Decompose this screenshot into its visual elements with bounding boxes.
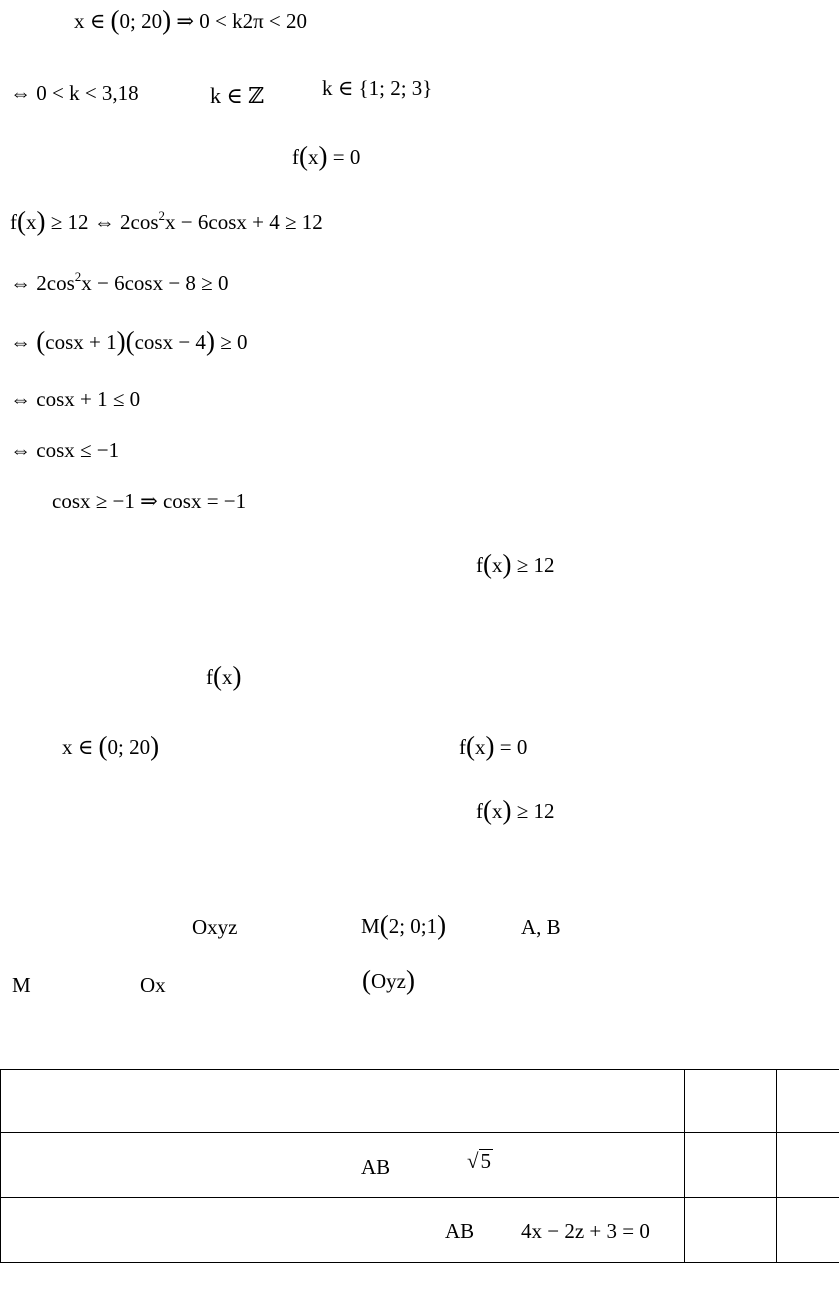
line-f-equals-zero-b: f(x) = 0: [459, 731, 528, 761]
table-row: [1, 1070, 839, 1133]
line-f-equals-zero: f(x) = 0: [292, 141, 361, 171]
line-cos-le-minus-one: ⇔ cosx ≤ −1: [10, 438, 120, 462]
point-m-coordinates: M(2; 0;1): [361, 910, 447, 940]
line-x-interval: x ∈ (0; 20): [62, 731, 160, 761]
true-false-table: [0, 1069, 839, 1263]
statement-cell: [1, 1198, 685, 1263]
segment-ab-label: AB: [445, 1219, 475, 1243]
line-factored-inequality: ⇔ (cosx + 1)(cosx − 4) ≥ 0: [10, 326, 248, 356]
false-cell[interactable]: [777, 1133, 839, 1198]
line-f-of-x: f(x): [206, 661, 242, 691]
table-row: [1, 1133, 839, 1198]
line-cos-plus-one: ⇔ cosx + 1 ≤ 0: [10, 387, 141, 411]
line-k-bound: ⇔ 0 < k < 3,18: [10, 81, 139, 105]
point-m-label: M: [12, 973, 31, 997]
line-f-ge-12-b: f(x) ≥ 12: [476, 795, 555, 825]
statement-cell: [1, 1070, 685, 1133]
plane-equation: 4x − 2z + 3 = 0: [521, 1219, 650, 1243]
table-row: [1, 1198, 839, 1263]
line-f-ge-12-a: f(x) ≥ 12: [476, 549, 555, 579]
line-f-inequality: f(x) ≥ 12 ⇔ $2\cos^2x - 6\cos x + 4 \ge 12$: [10, 206, 323, 236]
statement-cell: [1, 1133, 685, 1198]
line-cos-equals-minus-one: cosx ≥ −1 ⇒ cosx = −1: [52, 489, 247, 513]
line-k-integer: k ∈ ℤ: [210, 83, 265, 108]
false-cell[interactable]: [777, 1070, 839, 1133]
segment-ab-label: AB: [361, 1155, 391, 1179]
true-cell[interactable]: [685, 1198, 777, 1263]
coordinate-system-label: Oxyz: [192, 915, 238, 939]
true-cell[interactable]: [685, 1070, 777, 1133]
line-k-set: k ∈ {1; 2; 3}: [322, 76, 433, 100]
points-a-b-label: A, B: [521, 915, 561, 939]
axis-ox-label: Ox: [140, 973, 166, 997]
plane-oyz-label: (Oyz): [362, 965, 415, 995]
line-x-interval-implication: x ∈ (0; 20) ⇒ 0 < k2π < 20: [74, 5, 308, 35]
line-quadratic-inequality: ⇔ $2\cos^2x - 6\cos x - 8 \ge 0$: [10, 269, 229, 295]
sqrt-five: √5: [467, 1149, 492, 1173]
false-cell[interactable]: [777, 1198, 839, 1263]
true-cell[interactable]: [685, 1133, 777, 1198]
